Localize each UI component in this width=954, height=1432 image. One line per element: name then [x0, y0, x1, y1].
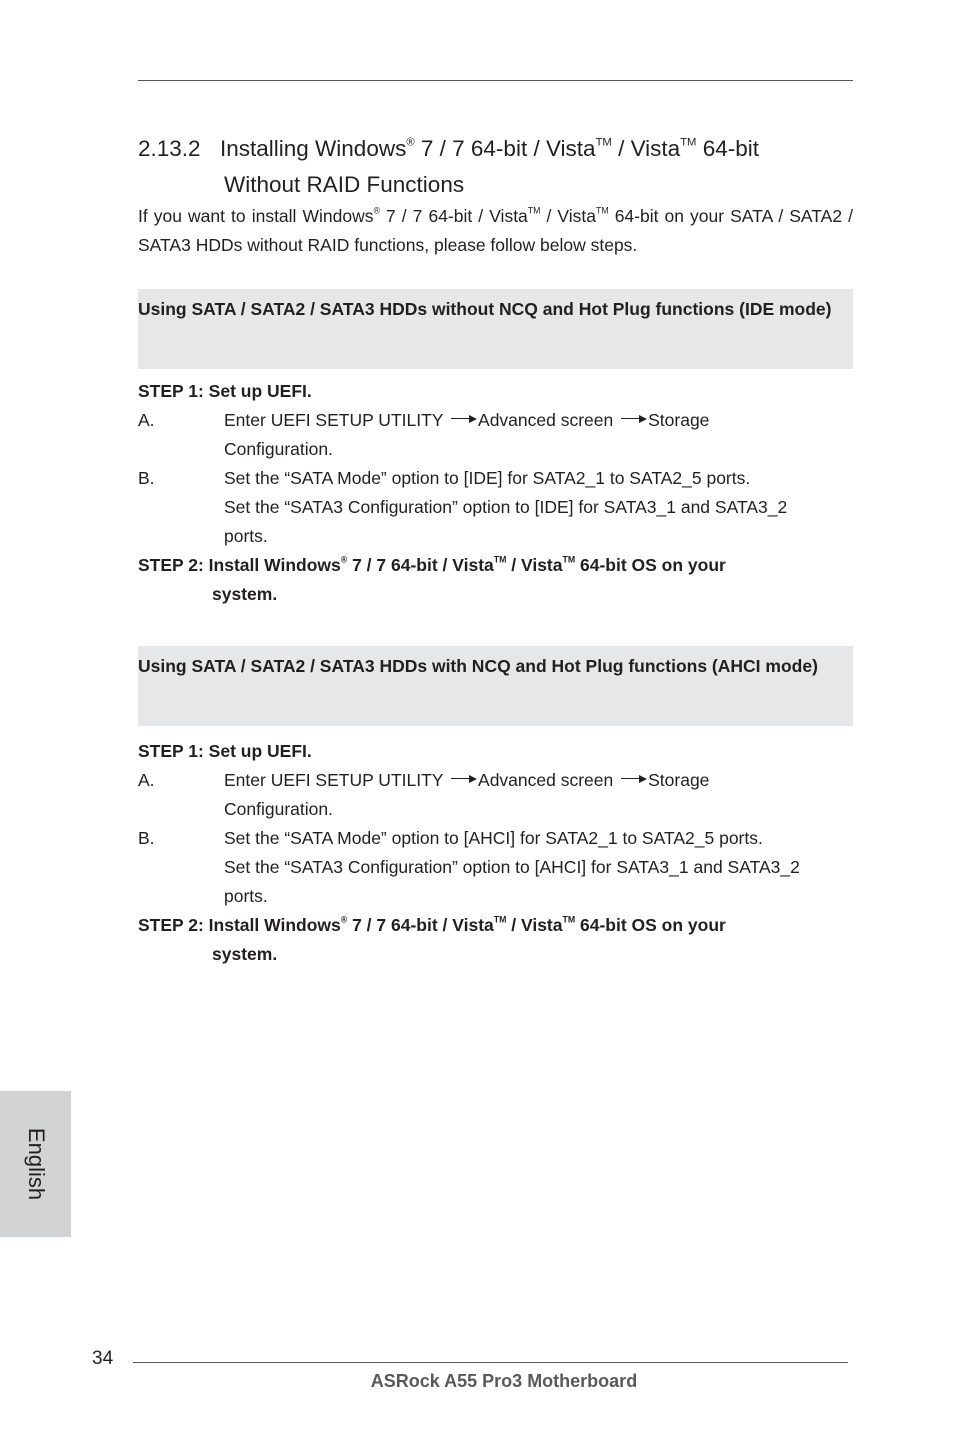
- language-label: English: [23, 1127, 49, 1201]
- section-title-line2: Without RAID Functions: [224, 172, 465, 197]
- ide-mode-heading: Using SATA / SATA2 / SATA3 HDDs without NCQ and Hot Plug functions (IDE mode): [138, 299, 832, 319]
- ide-step-b: B. Set the “SATA Mode” option to [IDE] for SATA2_1 to SATA2_5 ports.: [138, 468, 751, 488]
- arrow-right-icon: [621, 774, 647, 784]
- ide-mode-heading-band: [138, 289, 853, 369]
- intro-paragraph: If you want to install Windows® 7 / 7 64-bit / Vista™ / Vista™ 64-bit on your SATA / SATA2 / SATA3 HDDs without RAID functions, please follow below steps.: [138, 205, 853, 255]
- ahci-step-a: A. Enter UEFI SETUP UTILITY Advanced screen Storage: [138, 770, 710, 790]
- ide-step1-heading: STEP 1: Set up UEFI.: [138, 381, 312, 401]
- ahci-mode-heading-band: [138, 646, 853, 726]
- page-number: 34: [92, 1348, 114, 1369]
- ide-mode-steps: STEP 1: Set up UEFI. A. Enter UEFI SETUP UTILITY Advanced screen Storage Configuration. B. Set the “SATA Mode” option to [IDE] for SATA2_1 to SATA2_5 ports. Set the “SATA3 Configuration” option to [IDE] for SATA3_1 and SATA3_2 ports. STEP 2: Install Windows® 7 / 7 64-bit / Vista™ / Vista™ 64-bit OS on your system.: [138, 377, 853, 609]
- footer-product-name: ASRock A55 Pro3 Motherboard: [370, 1371, 638, 1391]
- arrow-right-icon: [621, 414, 647, 424]
- section-number: 2.13.2: [138, 136, 201, 161]
- top-rule: [138, 80, 853, 81]
- ahci-step-b: B. Set the “SATA Mode” option to [AHCI] for SATA2_1 to SATA2_5 ports.: [138, 828, 763, 848]
- section-title: 2.13.2 Installing Windows® 7 / 7 64-bit / Vista™ / Vista™ 64-bit Without RAID Functions: [138, 131, 858, 203]
- arrow-right-icon: [451, 414, 477, 424]
- bottom-rule: [133, 1362, 848, 1363]
- ahci-mode-heading: Using SATA / SATA2 / SATA3 HDDs with NCQ and Hot Plug functions (AHCI mode): [138, 656, 818, 676]
- ahci-mode-steps: STEP 1: Set up UEFI. A. Enter UEFI SETUP UTILITY Advanced screen Storage Configuration. B. Set the “SATA Mode” option to [AHCI] for SATA2_1 to SATA2_5 ports. Set the “SATA3 Configuration” option to [AHCI] for SATA3_1 and SATA3_2 ports. STEP 2: Install Windows® 7 / 7 64-bit / Vista™ / Vista™ 64-bit OS on your system.: [138, 737, 853, 969]
- ahci-step2-heading: STEP 2: Install Windows® 7 / 7 64-bit / Vista™ / Vista™ 64-bit OS on your system.: [138, 914, 726, 964]
- arrow-right-icon: [451, 774, 477, 784]
- ahci-step1-heading: STEP 1: Set up UEFI.: [138, 741, 312, 761]
- ide-step2-heading: STEP 2: Install Windows® 7 / 7 64-bit / Vista™ / Vista™ 64-bit OS on your system.: [138, 554, 726, 604]
- ide-step-a: A. Enter UEFI SETUP UTILITY Advanced screen Storage: [138, 410, 710, 430]
- language-side-tab: [0, 1091, 71, 1237]
